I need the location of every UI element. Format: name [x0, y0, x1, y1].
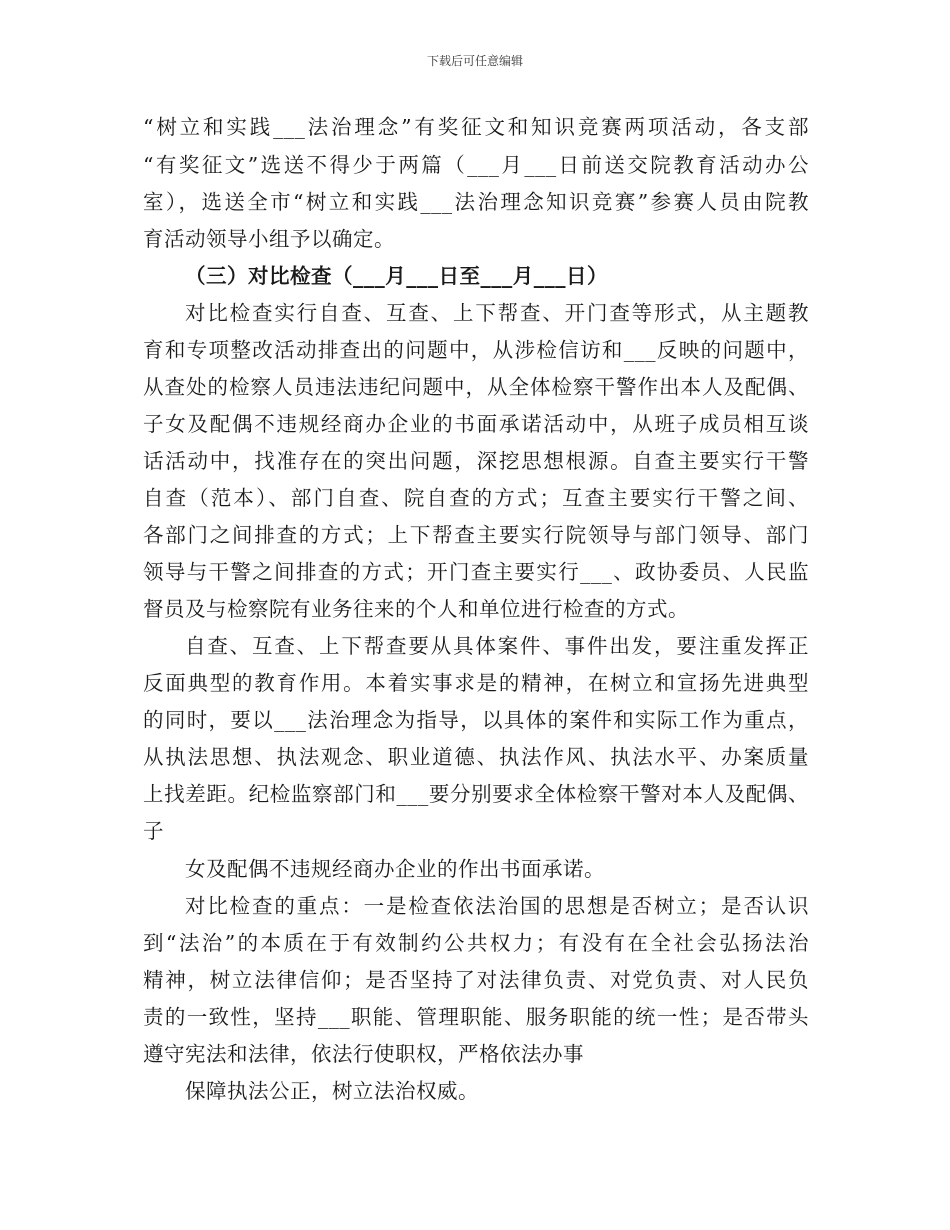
text-line: 子女及配偶不违规经商办企业的书面承诺活动中，从班子成员相互谈 [143, 412, 809, 436]
text-line: 领导与干警之间排查的方式；开门查主要实行___、政协委员、人民监 [143, 560, 809, 584]
text-line: 责的一致性，坚持___职能、管理职能、服务职能的统一性；是否带头 [143, 1005, 809, 1029]
text-line: 精神，树立法律信仰；是否坚持了对法律负责、对党负责、对人民负 [143, 968, 809, 992]
text-line: 督员及与检察院有业务往来的个人和单位进行检查的方式。 [143, 597, 689, 621]
section-heading: （三）对比检查（___月___日至___月___日） [185, 264, 608, 288]
text-line: 女及配偶不违规经商办企业的作出书面承诺。 [185, 857, 605, 881]
text-line: 到“法治”的本质在于有效制约公共权力；有没有在全社会弘扬法治 [143, 931, 809, 955]
text-line: 育和专项整改活动排查出的问题中，从涉检信访和___反映的问题中， [143, 338, 809, 362]
text-line: 话活动中，找准存在的突出问题，深挖思想根源。自查主要实行干警 [143, 449, 809, 473]
text-line: 遵守宪法和法律，依法行使职权，严格依法办事 [143, 1042, 584, 1066]
text-line: 的同时，要以___法治理念为指导，以具体的案件和实际工作为重点， [143, 708, 809, 732]
text-line: 室），选送全市“树立和实践___法治理念知识竞赛”参赛人员由院教 [143, 190, 809, 214]
text-line: 子 [143, 819, 164, 843]
text-line: 对比检查的重点：一是检查依法治国的思想是否树立；是否认识 [185, 894, 809, 918]
text-line: 自查、互查、上下帮查要从具体案件、事件出发，要注重发挥正 [185, 634, 809, 658]
text-line: 自查（范本）、部门自查、院自查的方式；互查主要实行干警之间、 [143, 486, 809, 510]
text-line: 育活动领导小组予以确定。 [143, 227, 395, 251]
text-line: 各部门之间排查的方式；上下帮查主要实行院领导与部门领导、部门 [143, 523, 809, 547]
text-line: 反面典型的教育作用。本着实事求是的精神，在树立和宣扬先进典型 [143, 671, 809, 695]
text-line: 从执法思想、执法观念、职业道德、执法作风、执法水平、办案质量 [143, 745, 809, 769]
page-header: 下载后可任意编辑 [426, 54, 523, 68]
text-line: 上找差距。纪检监察部门和___要分别要求全体检察干警对本人及配偶、 [143, 782, 809, 806]
text-line: “树立和实践___法治理念”有奖征文和知识竞赛两项活动，各支部 [143, 115, 809, 139]
text-line: 从查处的检察人员违法违纪问题中，从全体检察干警作出本人及配偶、 [143, 375, 809, 399]
text-line: 保障执法公正，树立法治权威。 [185, 1079, 479, 1103]
text-line: “有奖征文”选送不得少于两篇（___月___日前送交院教育活动办公 [143, 153, 809, 177]
text-line: 对比检查实行自查、互查、上下帮查、开门查等形式，从主题教 [185, 301, 809, 325]
